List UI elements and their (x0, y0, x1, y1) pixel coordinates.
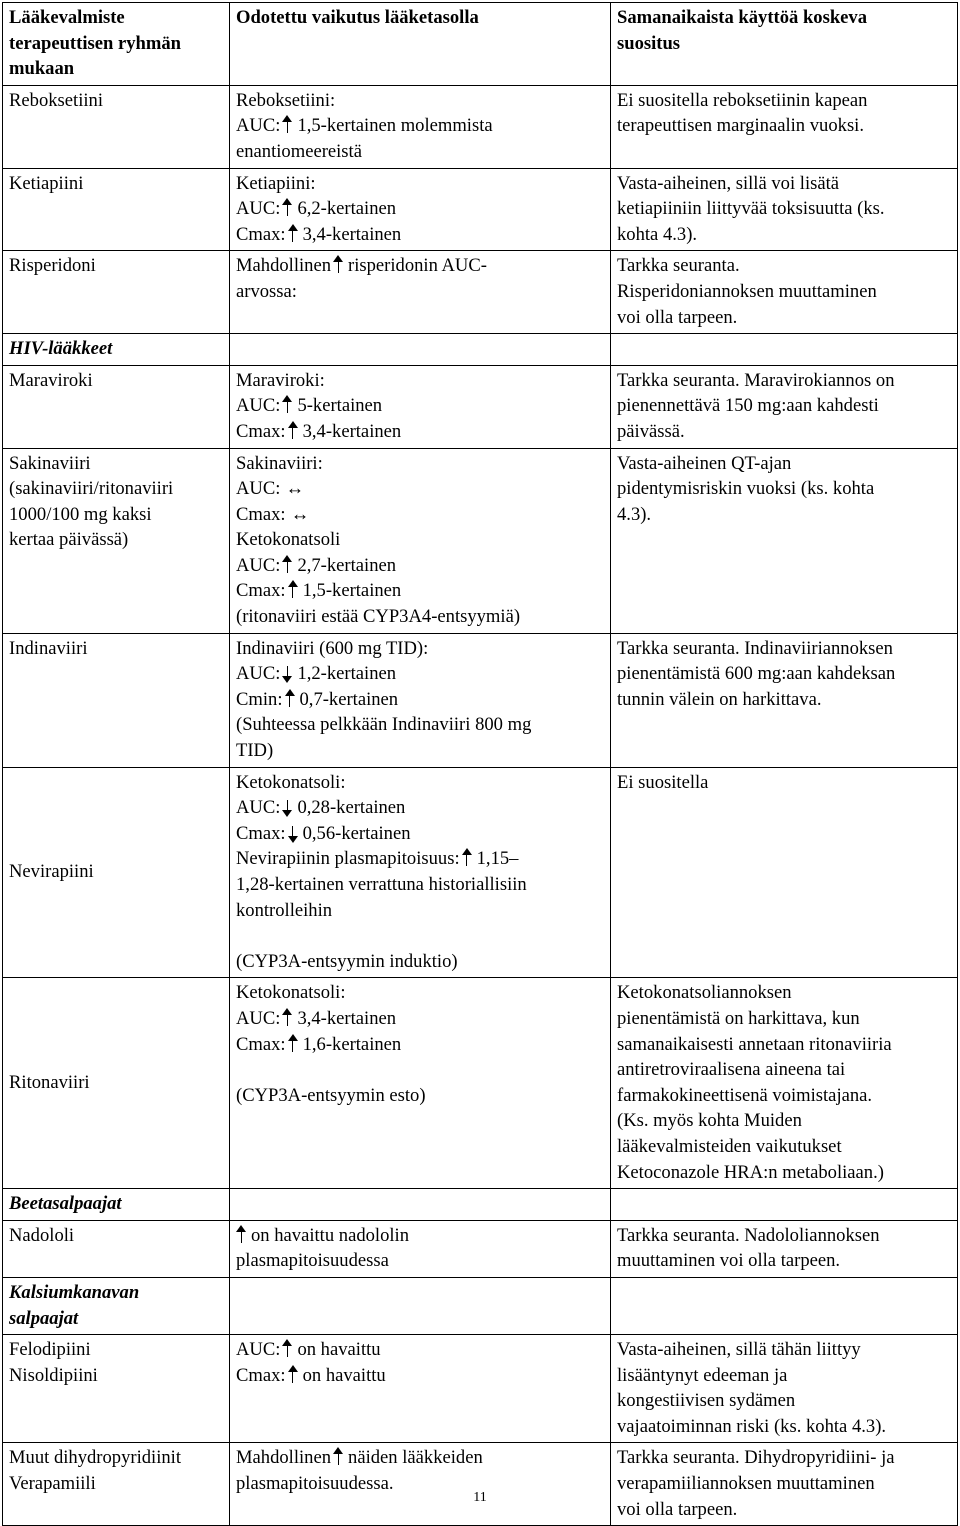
recommendation-cell: Tarkka seuranta. Indinaviiriannoksen pienentämistä 600 mg:aan kahdeksan tunnin välein on harkittava. (611, 633, 958, 767)
recommendation-cell: Tarkka seuranta. Maravirokiannos on pienennettävä 150 mg:aan kahdesti päivässä. (611, 365, 958, 448)
table-row (3, 978, 958, 1189)
interaction-table (2, 2, 958, 1526)
table-row (3, 85, 958, 168)
page-number: 11 (473, 1490, 487, 1505)
empty-cell (611, 1189, 958, 1221)
table-row (3, 1335, 958, 1443)
effect-cell: Mahdollinen näiden lääkkeiden plasmapitoisuudessa. (230, 1443, 611, 1526)
recommendation-cell: Ei suositella reboksetiinin kapean terapeuttisen marginaalin vuoksi. (611, 85, 958, 168)
arrow-up-icon (333, 1448, 343, 1466)
recommendation-cell: Tarkka seuranta. Risperidoniannoksen muuttaminen voi olla tarpeen. (611, 251, 958, 334)
table-row (3, 1277, 958, 1334)
recommendation-cell: Vasta-aiheinen, sillä tähän liittyy lisääntynyt edeeman ja kongestiivisen sydämen vajaatoiminnan riski (ks. kohta 4.3). (611, 1335, 958, 1443)
arrow-up-icon (282, 396, 292, 414)
drug-name: Nevirapiini (3, 767, 230, 978)
table-row (3, 448, 958, 633)
arrow-down-icon (282, 798, 292, 816)
empty-cell (230, 1277, 611, 1334)
table-row (3, 251, 958, 334)
table-row (3, 1443, 958, 1526)
arrow-up-icon (282, 116, 292, 134)
drug-name: Sakinaviiri (sakinaviiri/ritonaviiri 1000/100 mg kaksi kertaa päivässä) (3, 448, 230, 633)
group-heading: Beetasalpaajat (3, 1189, 230, 1221)
table-row (3, 168, 958, 251)
arrow-up-icon (462, 849, 472, 867)
effect-cell: Ketiapiini: AUC: 6,2-kertainen Cmax: 3,4-kertainen (230, 168, 611, 251)
empty-cell (230, 334, 611, 366)
effect-cell: Maraviroki: AUC: 5-kertainen Cmax: 3,4-kertainen (230, 365, 611, 448)
arrow-up-icon (285, 690, 295, 708)
drug-name: Risperidoni (3, 251, 230, 334)
effect-cell: Indinaviiri (600 mg TID): AUC: 1,2-kertainen Cmin: 0,7-kertainen (Suhteessa pelkkään Indinaviiri 800 mg TID) (230, 633, 611, 767)
drug-name: Ritonaviiri (3, 978, 230, 1189)
empty-cell (611, 1277, 958, 1334)
table-row (3, 365, 958, 448)
recommendation-cell: Ketokonatsoliannoksen pienentämistä on harkittava, kun samanaikaisesti annetaan ritonaviiria antiretroviraalisena aineena tai farmakokineettisenä voimistajana. (Ks. myös kohta Muiden lääkevalmisteiden vaikutukset Ketoconazole HRA:n metaboliaan.) (611, 978, 958, 1189)
arrow-up-icon (282, 199, 292, 217)
arrow-up-icon (288, 1035, 298, 1053)
arrow-down-icon (282, 664, 292, 682)
empty-cell (611, 334, 958, 366)
effect-cell: Reboksetiini: AUC: 1,5-kertainen molemmista enantiomeereistä (230, 85, 611, 168)
effect-cell: Sakinaviiri: AUC: ↔ Cmax: ↔ Ketokonatsoli AUC: 2,7-kertainen Cmax: 1,5-kertainen (ritonaviiri estää CYP3A4-entsyymiä) (230, 448, 611, 633)
arrow-up-icon (282, 556, 292, 574)
arrow-up-icon (288, 422, 298, 440)
effect-cell: Ketokonatsoli: AUC: 3,4-kertainen Cmax: 1,6-kertainen (CYP3A-entsyymin esto) (230, 978, 611, 1189)
arrow-up-icon (333, 256, 343, 274)
drug-name: Muut dihydropyridiinit Verapamiili (3, 1443, 230, 1526)
table-row (3, 334, 958, 366)
effect-cell: Mahdollinen risperidonin AUC- arvossa: (230, 251, 611, 334)
recommendation-cell: Tarkka seuranta. Nadololiannoksen muuttaminen voi olla tarpeen. (611, 1220, 958, 1277)
arrow-down-icon (288, 824, 298, 842)
drug-name: Nadololi (3, 1220, 230, 1277)
table-row (3, 1220, 958, 1277)
drug-name: Maraviroki (3, 365, 230, 448)
drug-name: Reboksetiini (3, 85, 230, 168)
drug-name: Ketiapiini (3, 168, 230, 251)
table-row (3, 633, 958, 767)
arrow-up-icon (288, 581, 298, 599)
arrow-up-icon (236, 1226, 246, 1244)
left-right-arrow-icon: ↔ (285, 478, 305, 500)
recommendation-cell: Vasta-aiheinen QT-ajan pidentymisriskin vuoksi (ks. kohta 4.3). (611, 448, 958, 633)
group-heading: HIV-lääkkeet (3, 334, 230, 366)
table-header-row (3, 3, 958, 86)
group-heading: Kalsiumkanavan salpaajat (3, 1277, 230, 1334)
drug-name: Felodipiini Nisoldipiini (3, 1335, 230, 1443)
arrow-up-icon (288, 1366, 298, 1384)
effect-cell: on havaittu nadololin plasmapitoisuudessa (230, 1220, 611, 1277)
empty-cell (230, 1189, 611, 1221)
recommendation-cell: Ei suositella (611, 767, 958, 978)
effect-cell: Ketokonatsoli: AUC: 0,28-kertainen Cmax: 0,56-kertainen Nevirapiinin plasmapitoisuus: 1,15– 1,28-kertainen verrattuna historiallisiin kontrolleihin (CYP3A-entsyymin induktio) (230, 767, 611, 978)
arrow-up-icon (282, 1009, 292, 1027)
recommendation-cell: Vasta-aiheinen, sillä voi lisätä ketiapiiniin liittyvää toksisuutta (ks. kohta 4.3). (611, 168, 958, 251)
effect-cell: AUC: on havaittu Cmax: on havaittu (230, 1335, 611, 1443)
table-row (3, 767, 958, 978)
drug-name: Indinaviiri (3, 633, 230, 767)
arrow-up-icon (288, 225, 298, 243)
table-row (3, 1189, 958, 1221)
header-drug-group: Lääkevalmiste terapeuttisen ryhmän mukaan (3, 3, 230, 86)
header-expected-effect: Odotettu vaikutus lääketasolla (230, 3, 611, 86)
recommendation-cell: Tarkka seuranta. Dihydropyridiini- ja verapamiiliannoksen muuttaminen voi olla tarpeen. (611, 1443, 958, 1526)
arrow-up-icon (282, 1340, 292, 1358)
header-recommendation: Samanaikaista käyttöä koskeva suositus (611, 3, 958, 86)
left-right-arrow-icon: ↔ (290, 503, 310, 525)
